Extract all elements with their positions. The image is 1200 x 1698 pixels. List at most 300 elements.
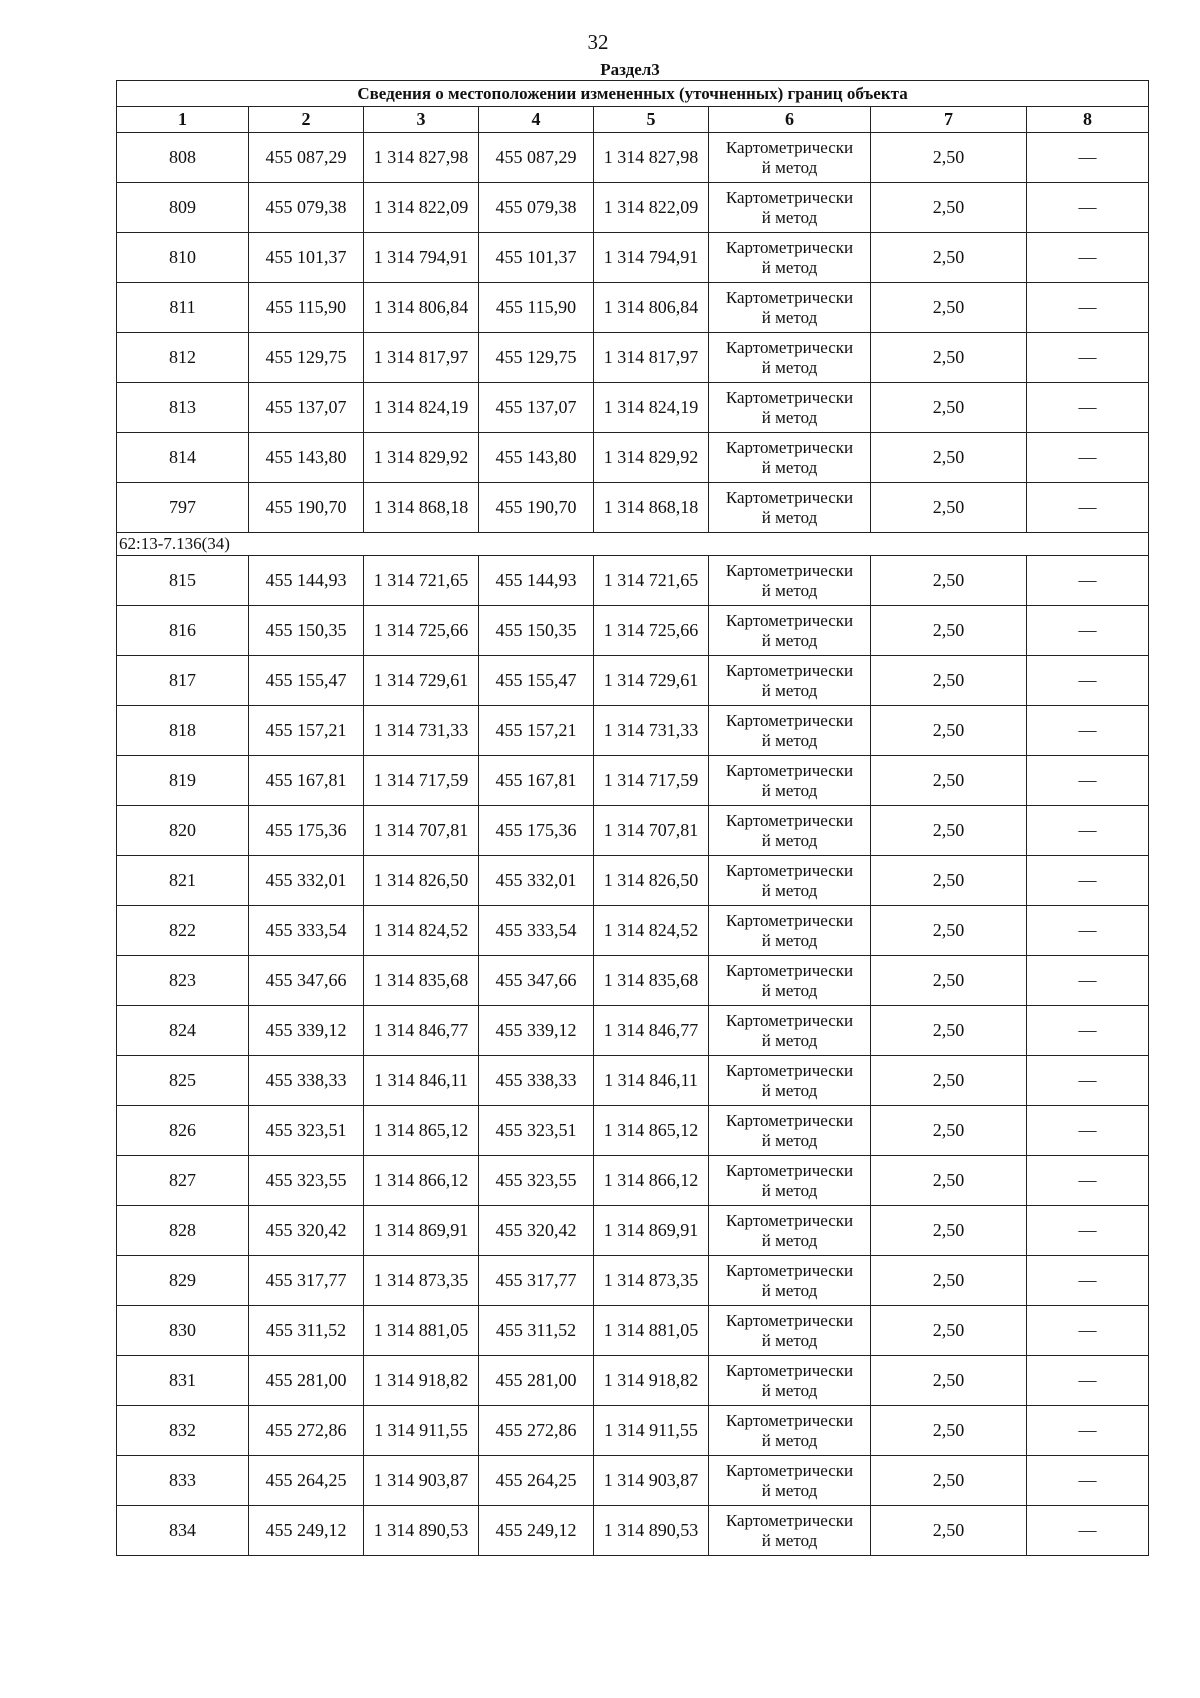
method-cell: [709, 656, 871, 706]
method-cell: [709, 133, 871, 183]
accuracy-cell: 2,50: [871, 1356, 1027, 1406]
y-existing-cell: 1 314 822,09: [364, 183, 479, 233]
y-existing-cell: 1 314 873,35: [364, 1256, 479, 1306]
x-new-cell: 455 281,00: [479, 1356, 594, 1406]
x-existing-cell: 455 157,21: [249, 706, 364, 756]
table-row: [117, 1306, 1149, 1356]
method-text: Картометрически: [725, 387, 854, 407]
x-existing-cell: 455 272,86: [249, 1406, 364, 1456]
column-header: 1: [117, 107, 249, 133]
point-number-cell: 821: [117, 856, 249, 906]
x-new-cell: 455 144,93: [479, 556, 594, 606]
method-cell: [709, 333, 871, 383]
accuracy-cell: 2,50: [871, 1056, 1027, 1106]
x-new-cell: 455 175,36: [479, 806, 594, 856]
point-number-cell: 823: [117, 956, 249, 1006]
group-label: 62:13-7.136(34): [117, 533, 1149, 556]
method-cell: [709, 1506, 871, 1556]
x-existing-cell: 455 320,42: [249, 1206, 364, 1256]
method-cell: [709, 1456, 871, 1506]
x-existing-cell: 455 339,12: [249, 1006, 364, 1056]
description-cell: —: [1027, 1256, 1149, 1306]
y-new-cell: 1 314 846,11: [594, 1056, 709, 1106]
description-cell: —: [1027, 483, 1149, 533]
method-text: й метод: [761, 1380, 818, 1400]
x-existing-cell: 455 317,77: [249, 1256, 364, 1306]
point-number-cell: 825: [117, 1056, 249, 1106]
point-number-cell: 808: [117, 133, 249, 183]
method-text: Картометрически: [725, 810, 854, 830]
accuracy-cell: 2,50: [871, 606, 1027, 656]
method-text: й метод: [761, 1430, 818, 1450]
y-new-cell: 1 314 826,50: [594, 856, 709, 906]
x-existing-cell: 455 264,25: [249, 1456, 364, 1506]
method-text: Картометрически: [725, 1160, 854, 1180]
y-existing-cell: 1 314 717,59: [364, 756, 479, 806]
y-existing-cell: 1 314 794,91: [364, 233, 479, 283]
x-existing-cell: 455 155,47: [249, 656, 364, 706]
method-text: Картометрически: [725, 760, 854, 780]
x-new-cell: 455 323,55: [479, 1156, 594, 1206]
description-cell: —: [1027, 383, 1149, 433]
point-number-cell: 831: [117, 1356, 249, 1406]
accuracy-cell: 2,50: [871, 433, 1027, 483]
method-cell: [709, 756, 871, 806]
table-row: [117, 1256, 1149, 1306]
y-existing-cell: 1 314 824,52: [364, 906, 479, 956]
boundary-coordinates-table: [116, 80, 1149, 1556]
table-row: [117, 1006, 1149, 1056]
accuracy-cell: 2,50: [871, 183, 1027, 233]
method-text: Картометрически: [725, 137, 854, 157]
y-existing-cell: 1 314 824,19: [364, 383, 479, 433]
method-cell: [709, 906, 871, 956]
description-cell: —: [1027, 606, 1149, 656]
method-text: й метод: [761, 1030, 818, 1050]
method-cell: [709, 806, 871, 856]
accuracy-cell: 2,50: [871, 1256, 1027, 1306]
x-new-cell: 455 264,25: [479, 1456, 594, 1506]
x-existing-cell: 455 175,36: [249, 806, 364, 856]
accuracy-cell: 2,50: [871, 283, 1027, 333]
x-existing-cell: 455 079,38: [249, 183, 364, 233]
point-number-cell: 829: [117, 1256, 249, 1306]
description-cell: —: [1027, 556, 1149, 606]
group-label-row: [117, 533, 1149, 556]
point-number-cell: 824: [117, 1006, 249, 1056]
description-cell: —: [1027, 1006, 1149, 1056]
y-new-cell: 1 314 806,84: [594, 283, 709, 333]
y-new-cell: 1 314 873,35: [594, 1256, 709, 1306]
y-existing-cell: 1 314 866,12: [364, 1156, 479, 1206]
method-text: й метод: [761, 630, 818, 650]
description-cell: —: [1027, 956, 1149, 1006]
x-existing-cell: 455 249,12: [249, 1506, 364, 1556]
x-existing-cell: 455 129,75: [249, 333, 364, 383]
y-new-cell: 1 314 824,19: [594, 383, 709, 433]
method-text: Картометрически: [725, 1060, 854, 1080]
y-existing-cell: 1 314 806,84: [364, 283, 479, 333]
y-existing-cell: 1 314 725,66: [364, 606, 479, 656]
description-cell: —: [1027, 856, 1149, 906]
method-text: й метод: [761, 980, 818, 1000]
y-existing-cell: 1 314 869,91: [364, 1206, 479, 1256]
method-cell: [709, 483, 871, 533]
x-new-cell: 455 332,01: [479, 856, 594, 906]
y-existing-cell: 1 314 903,87: [364, 1456, 479, 1506]
method-cell: [709, 1356, 871, 1406]
x-existing-cell: 455 150,35: [249, 606, 364, 656]
point-number-cell: 819: [117, 756, 249, 806]
method-cell: [709, 283, 871, 333]
description-cell: —: [1027, 906, 1149, 956]
point-number-cell: 811: [117, 283, 249, 333]
method-text: Картометрически: [725, 960, 854, 980]
table-row: [117, 856, 1149, 906]
y-existing-cell: 1 314 817,97: [364, 333, 479, 383]
point-number-cell: 832: [117, 1406, 249, 1456]
description-cell: —: [1027, 1356, 1149, 1406]
x-new-cell: 455 137,07: [479, 383, 594, 433]
y-existing-cell: 1 314 731,33: [364, 706, 479, 756]
method-cell: [709, 1256, 871, 1306]
table-row: [117, 1406, 1149, 1456]
column-header: 6: [709, 107, 871, 133]
x-new-cell: 455 311,52: [479, 1306, 594, 1356]
x-new-cell: 455 333,54: [479, 906, 594, 956]
method-text: Картометрически: [725, 187, 854, 207]
method-text: Картометрически: [725, 1410, 854, 1430]
table-row: [117, 706, 1149, 756]
method-cell: [709, 433, 871, 483]
accuracy-cell: 2,50: [871, 1456, 1027, 1506]
accuracy-cell: 2,50: [871, 806, 1027, 856]
method-cell: [709, 1106, 871, 1156]
y-existing-cell: 1 314 835,68: [364, 956, 479, 1006]
y-new-cell: 1 314 817,97: [594, 333, 709, 383]
method-text: Картометрически: [725, 1260, 854, 1280]
accuracy-cell: 2,50: [871, 1506, 1027, 1556]
table-row: [117, 756, 1149, 806]
method-text: Картометрически: [725, 1110, 854, 1130]
x-new-cell: 455 115,90: [479, 283, 594, 333]
column-header: 7: [871, 107, 1027, 133]
point-number-cell: 822: [117, 906, 249, 956]
x-existing-cell: 455 338,33: [249, 1056, 364, 1106]
y-existing-cell: 1 314 829,92: [364, 433, 479, 483]
method-text: й метод: [761, 580, 818, 600]
x-existing-cell: 455 137,07: [249, 383, 364, 433]
method-text: й метод: [761, 457, 818, 477]
table-title-row: [117, 81, 1149, 107]
method-cell: [709, 383, 871, 433]
x-new-cell: 455 155,47: [479, 656, 594, 706]
table-body: [117, 133, 1149, 1556]
method-text: й метод: [761, 730, 818, 750]
accuracy-cell: 2,50: [871, 1106, 1027, 1156]
description-cell: —: [1027, 1156, 1149, 1206]
x-existing-cell: 455 332,01: [249, 856, 364, 906]
y-existing-cell: 1 314 918,82: [364, 1356, 479, 1406]
point-number-cell: 812: [117, 333, 249, 383]
table-row: [117, 383, 1149, 433]
accuracy-cell: 2,50: [871, 1406, 1027, 1456]
method-text: Картометрически: [725, 1510, 854, 1530]
x-existing-cell: 455 143,80: [249, 433, 364, 483]
accuracy-cell: 2,50: [871, 1306, 1027, 1356]
description-cell: —: [1027, 1456, 1149, 1506]
y-new-cell: 1 314 725,66: [594, 606, 709, 656]
table-row: [117, 1156, 1149, 1206]
y-new-cell: 1 314 729,61: [594, 656, 709, 706]
section-title: Раздел3: [600, 60, 660, 79]
description-cell: —: [1027, 333, 1149, 383]
y-new-cell: 1 314 911,55: [594, 1406, 709, 1456]
column-header: 3: [364, 107, 479, 133]
x-existing-cell: 455 167,81: [249, 756, 364, 806]
x-existing-cell: 455 311,52: [249, 1306, 364, 1356]
x-new-cell: 455 101,37: [479, 233, 594, 283]
column-header: 2: [249, 107, 364, 133]
description-cell: —: [1027, 706, 1149, 756]
x-new-cell: 455 143,80: [479, 433, 594, 483]
method-text: Картометрически: [725, 1310, 854, 1330]
method-text: Картометрически: [725, 660, 854, 680]
table-row: [117, 483, 1149, 533]
y-new-cell: 1 314 918,82: [594, 1356, 709, 1406]
method-text: й метод: [761, 1480, 818, 1500]
table-row: [117, 283, 1149, 333]
y-existing-cell: 1 314 890,53: [364, 1506, 479, 1556]
table-row: [117, 656, 1149, 706]
description-cell: —: [1027, 1306, 1149, 1356]
method-text: й метод: [761, 257, 818, 277]
table-row: [117, 1206, 1149, 1256]
page-number: 32: [587, 30, 609, 54]
description-cell: —: [1027, 433, 1149, 483]
y-existing-cell: 1 314 881,05: [364, 1306, 479, 1356]
x-new-cell: 455 167,81: [479, 756, 594, 806]
table-row: [117, 806, 1149, 856]
accuracy-cell: 2,50: [871, 706, 1027, 756]
method-text: Картометрически: [725, 560, 854, 580]
method-cell: [709, 1006, 871, 1056]
y-new-cell: 1 314 717,59: [594, 756, 709, 806]
method-cell: [709, 1206, 871, 1256]
method-text: й метод: [761, 1530, 818, 1550]
point-number-cell: 826: [117, 1106, 249, 1156]
point-number-cell: 820: [117, 806, 249, 856]
y-existing-cell: 1 314 827,98: [364, 133, 479, 183]
y-existing-cell: 1 314 826,50: [364, 856, 479, 906]
x-existing-cell: 455 323,55: [249, 1156, 364, 1206]
y-new-cell: 1 314 903,87: [594, 1456, 709, 1506]
x-existing-cell: 455 101,37: [249, 233, 364, 283]
point-number-cell: 830: [117, 1306, 249, 1356]
y-new-cell: 1 314 824,52: [594, 906, 709, 956]
table-row: [117, 183, 1149, 233]
method-text: й метод: [761, 780, 818, 800]
method-cell: [709, 706, 871, 756]
method-cell: [709, 233, 871, 283]
table-row: [117, 906, 1149, 956]
accuracy-cell: 2,50: [871, 656, 1027, 706]
table-row: [117, 1056, 1149, 1106]
point-number-cell: 814: [117, 433, 249, 483]
description-cell: —: [1027, 756, 1149, 806]
table-row: [117, 556, 1149, 606]
y-existing-cell: 1 314 911,55: [364, 1406, 479, 1456]
table-row: [117, 1456, 1149, 1506]
point-number-cell: 813: [117, 383, 249, 433]
y-new-cell: 1 314 869,91: [594, 1206, 709, 1256]
table-row: [117, 956, 1149, 1006]
x-new-cell: 455 347,66: [479, 956, 594, 1006]
method-text: Картометрически: [725, 710, 854, 730]
accuracy-cell: 2,50: [871, 756, 1027, 806]
accuracy-cell: 2,50: [871, 133, 1027, 183]
description-cell: —: [1027, 133, 1149, 183]
description-cell: —: [1027, 1406, 1149, 1456]
point-number-cell: 834: [117, 1506, 249, 1556]
column-header: 4: [479, 107, 594, 133]
method-text: й метод: [761, 357, 818, 377]
method-text: й метод: [761, 830, 818, 850]
method-text: Картометрически: [725, 860, 854, 880]
method-cell: [709, 1406, 871, 1456]
column-header: 5: [594, 107, 709, 133]
point-number-cell: 817: [117, 656, 249, 706]
table-row: [117, 1506, 1149, 1556]
point-number-cell: 827: [117, 1156, 249, 1206]
table-row: [117, 233, 1149, 283]
method-text: й метод: [761, 157, 818, 177]
method-text: й метод: [761, 507, 818, 527]
point-number-cell: 797: [117, 483, 249, 533]
method-text: й метод: [761, 1080, 818, 1100]
x-new-cell: 455 317,77: [479, 1256, 594, 1306]
y-existing-cell: 1 314 846,77: [364, 1006, 479, 1056]
method-text: Картометрически: [725, 237, 854, 257]
x-existing-cell: 455 333,54: [249, 906, 364, 956]
method-text: Картометрически: [725, 287, 854, 307]
x-existing-cell: 455 281,00: [249, 1356, 364, 1406]
method-text: Картометрически: [725, 337, 854, 357]
x-new-cell: 455 338,33: [479, 1056, 594, 1106]
method-text: Картометрически: [725, 1360, 854, 1380]
x-existing-cell: 455 190,70: [249, 483, 364, 533]
accuracy-cell: 2,50: [871, 856, 1027, 906]
y-existing-cell: 1 314 868,18: [364, 483, 479, 533]
point-number-cell: 816: [117, 606, 249, 656]
method-text: Картометрически: [725, 910, 854, 930]
x-existing-cell: 455 347,66: [249, 956, 364, 1006]
y-existing-cell: 1 314 865,12: [364, 1106, 479, 1156]
method-text: Картометрически: [725, 1210, 854, 1230]
point-number-cell: 818: [117, 706, 249, 756]
y-new-cell: 1 314 794,91: [594, 233, 709, 283]
y-new-cell: 1 314 731,33: [594, 706, 709, 756]
accuracy-cell: 2,50: [871, 333, 1027, 383]
method-cell: [709, 1156, 871, 1206]
description-cell: —: [1027, 1506, 1149, 1556]
method-text: й метод: [761, 930, 818, 950]
y-new-cell: 1 314 868,18: [594, 483, 709, 533]
method-text: й метод: [761, 1230, 818, 1250]
point-number-cell: 833: [117, 1456, 249, 1506]
x-existing-cell: 455 323,51: [249, 1106, 364, 1156]
x-new-cell: 455 157,21: [479, 706, 594, 756]
x-existing-cell: 455 144,93: [249, 556, 364, 606]
method-text: й метод: [761, 207, 818, 227]
description-cell: —: [1027, 283, 1149, 333]
description-cell: —: [1027, 656, 1149, 706]
method-cell: [709, 1056, 871, 1106]
x-new-cell: 455 249,12: [479, 1506, 594, 1556]
y-new-cell: 1 314 822,09: [594, 183, 709, 233]
method-text: Картометрически: [725, 487, 854, 507]
x-new-cell: 455 323,51: [479, 1106, 594, 1156]
column-header: 8: [1027, 107, 1149, 133]
table-title: Сведения о местоположении измененных (уточненных) границ объекта: [117, 81, 1149, 107]
method-text: й метод: [761, 407, 818, 427]
accuracy-cell: 2,50: [871, 483, 1027, 533]
method-text: й метод: [761, 1280, 818, 1300]
y-new-cell: 1 314 829,92: [594, 433, 709, 483]
accuracy-cell: 2,50: [871, 383, 1027, 433]
x-new-cell: 455 079,38: [479, 183, 594, 233]
table-row: [117, 1356, 1149, 1406]
x-new-cell: 455 129,75: [479, 333, 594, 383]
description-cell: —: [1027, 1106, 1149, 1156]
x-existing-cell: 455 115,90: [249, 283, 364, 333]
y-existing-cell: 1 314 729,61: [364, 656, 479, 706]
y-new-cell: 1 314 721,65: [594, 556, 709, 606]
point-number-cell: 809: [117, 183, 249, 233]
table-row: [117, 433, 1149, 483]
point-number-cell: 815: [117, 556, 249, 606]
description-cell: —: [1027, 233, 1149, 283]
description-cell: —: [1027, 183, 1149, 233]
accuracy-cell: 2,50: [871, 1206, 1027, 1256]
y-new-cell: 1 314 827,98: [594, 133, 709, 183]
y-existing-cell: 1 314 707,81: [364, 806, 479, 856]
x-existing-cell: 455 087,29: [249, 133, 364, 183]
method-text: й метод: [761, 1130, 818, 1150]
point-number-cell: 810: [117, 233, 249, 283]
table-row: [117, 333, 1149, 383]
method-text: Картометрически: [725, 1010, 854, 1030]
method-cell: [709, 556, 871, 606]
table-row: [117, 1106, 1149, 1156]
description-cell: —: [1027, 806, 1149, 856]
description-cell: —: [1027, 1056, 1149, 1106]
method-cell: [709, 856, 871, 906]
description-cell: —: [1027, 1206, 1149, 1256]
x-new-cell: 455 272,86: [479, 1406, 594, 1456]
accuracy-cell: 2,50: [871, 956, 1027, 1006]
y-existing-cell: 1 314 846,11: [364, 1056, 479, 1106]
x-new-cell: 455 087,29: [479, 133, 594, 183]
x-new-cell: 455 339,12: [479, 1006, 594, 1056]
y-new-cell: 1 314 866,12: [594, 1156, 709, 1206]
accuracy-cell: 2,50: [871, 906, 1027, 956]
y-new-cell: 1 314 881,05: [594, 1306, 709, 1356]
method-text: й метод: [761, 307, 818, 327]
accuracy-cell: 2,50: [871, 556, 1027, 606]
x-new-cell: 455 190,70: [479, 483, 594, 533]
x-new-cell: 455 320,42: [479, 1206, 594, 1256]
